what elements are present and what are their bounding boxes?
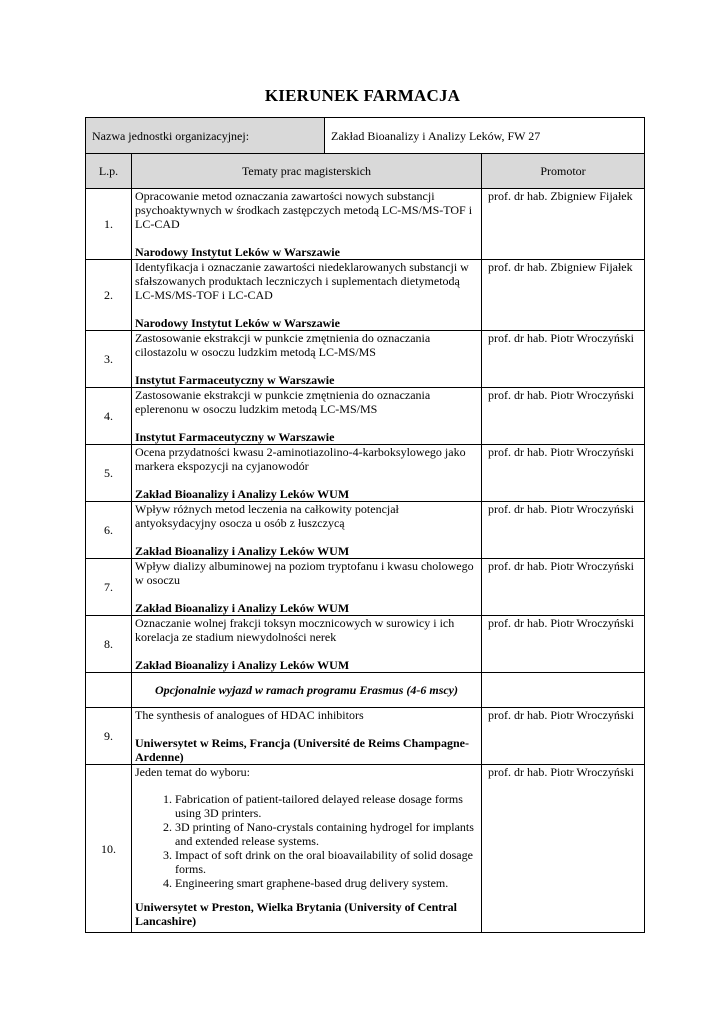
topic-cell bbox=[132, 331, 482, 388]
header-row bbox=[86, 154, 645, 189]
table-row bbox=[86, 765, 645, 933]
topic-cell bbox=[132, 502, 482, 559]
table-row bbox=[86, 260, 645, 331]
row-number: 7. bbox=[86, 559, 132, 616]
row-number: 2. bbox=[86, 260, 132, 331]
page-title: KIERUNEK FARMACJA bbox=[264, 86, 461, 105]
topic-cell bbox=[132, 616, 482, 673]
table-row bbox=[86, 445, 645, 502]
topic-text: Wpływ różnych metod leczenia na całkowity potencjał antyoksydacyjny osocza u osób z łuszczycą bbox=[135, 502, 399, 530]
promotor-cell: prof. dr hab. Piotr Wroczyński bbox=[482, 331, 645, 388]
topic-text: Identyfikacja i oznaczanie zawartości niedeklarowanych substancji w sfałszowanych produktach leczniczych i suplementach dietymetodą LC-MS/MS-TOF i LC-CAD bbox=[135, 260, 469, 302]
topic-cell bbox=[132, 388, 482, 445]
org-value: Zakład Bioanalizy i Analizy Leków, FW 27 bbox=[325, 118, 645, 154]
topic-cell bbox=[132, 765, 482, 933]
topic-intro: Jeden temat do wyboru: bbox=[135, 765, 250, 779]
topic-text: The synthesis of analogues of HDAC inhibitors bbox=[135, 708, 364, 722]
list-item: 2. 3D printing of Nano-crystals containing hydrogel for implants and extended release systems. bbox=[175, 820, 478, 848]
promotor-cell: prof. dr hab. Piotr Wroczyński bbox=[482, 616, 645, 673]
institution-text: Narodowy Instytut Leków w Warszawie bbox=[135, 316, 340, 330]
promotor-cell: prof. dr hab. Piotr Wroczyński bbox=[482, 445, 645, 502]
row-number: 8. bbox=[86, 616, 132, 673]
header-promotor: Promotor bbox=[482, 154, 645, 189]
org-label: Nazwa jednostki organizacyjnej: bbox=[86, 118, 325, 154]
topic-text: Wpływ dializy albuminowej na poziom tryptofanu i kwasu cholowego w osoczu bbox=[135, 559, 474, 587]
institution-text: Uniwersytet w Preston, Wielka Brytania (University of Central Lancashire) bbox=[135, 900, 457, 928]
table-row bbox=[86, 708, 645, 765]
promotor-cell: prof. dr hab. Zbigniew Fijałek bbox=[482, 260, 645, 331]
list-item: 1. Fabrication of patient-tailored delayed release dosage forms using 3D printers. bbox=[175, 792, 478, 820]
institution-text: Instytut Farmaceutyczny w Warszawie bbox=[135, 373, 335, 387]
institution-text: Zakład Bioanalizy i Analizy Leków WUM bbox=[135, 658, 350, 672]
row-number: 1. bbox=[86, 189, 132, 260]
erasmus-row bbox=[86, 673, 645, 708]
table-row bbox=[86, 502, 645, 559]
promotor-cell: prof. dr hab. Piotr Wroczyński bbox=[482, 708, 645, 765]
topic-text: Zastosowanie ekstrakcji w punkcie zmętnienia do oznaczania eplerenonu w osoczu ludzkim metodą LC-MS/MS bbox=[135, 388, 431, 416]
topic-text: Oznaczanie wolnej frakcji toksyn mocznicowych w surowicy i ich korelacja ze stadium niewydolności nerek bbox=[135, 616, 455, 644]
table-row bbox=[86, 331, 645, 388]
row-number: 6. bbox=[86, 502, 132, 559]
promotor-cell: prof. dr hab. Piotr Wroczyński bbox=[482, 559, 645, 616]
header-lp: L.p. bbox=[86, 154, 132, 189]
topic-text: Zastosowanie ekstrakcji w punkcie zmętnienia do oznaczania cilostazolu w osoczu ludzkim metodą LC-MS/MS bbox=[135, 331, 431, 359]
topic-options-list bbox=[135, 792, 478, 890]
table-row bbox=[86, 616, 645, 673]
org-row bbox=[86, 118, 645, 154]
topic-cell bbox=[132, 559, 482, 616]
row-number: 3. bbox=[86, 331, 132, 388]
table-row bbox=[86, 189, 645, 260]
promotor-cell: prof. dr hab. Piotr Wroczyński bbox=[482, 388, 645, 445]
erasmus-note: Opcjonalnie wyjazd w ramach programu Erasmus (4-6 mscy) bbox=[132, 673, 482, 708]
table-row bbox=[86, 559, 645, 616]
topic-text: Ocena przydatności kwasu 2-aminotiazolino-4-karboksylowego jako markera ekspozycji na cyjanowodór bbox=[135, 445, 466, 473]
institution-text: Instytut Farmaceutyczny w Warszawie bbox=[135, 430, 335, 444]
list-item: 4. Engineering smart graphene-based drug delivery system. bbox=[175, 876, 478, 890]
topic-cell bbox=[132, 260, 482, 331]
topic-cell bbox=[132, 445, 482, 502]
list-item: 3. Impact of soft drink on the oral bioavailability of solid dosage forms. bbox=[175, 848, 478, 876]
topic-cell bbox=[132, 708, 482, 765]
empty-cell bbox=[482, 673, 645, 708]
promotor-cell: prof. dr hab. Piotr Wroczyński bbox=[482, 502, 645, 559]
row-number: 9. bbox=[86, 708, 132, 765]
header-topic: Tematy prac magisterskich bbox=[132, 154, 482, 189]
empty-cell bbox=[86, 673, 132, 708]
table-row bbox=[86, 388, 645, 445]
institution-text: Uniwersytet w Reims, Francja (Université de Reims Champagne-Ardenne) bbox=[135, 736, 469, 764]
promotor-cell: prof. dr hab. Piotr Wroczyński bbox=[482, 765, 645, 933]
promotor-cell: prof. dr hab. Zbigniew Fijałek bbox=[482, 189, 645, 260]
institution-text: Narodowy Instytut Leków w Warszawie bbox=[135, 245, 340, 259]
thesis-topics-table bbox=[85, 117, 645, 933]
topic-text: Opracowanie metod oznaczania zawartości nowych substancji psychoaktywnych w środkach zastępczych metodą LC-MS/MS-TOF i LC-CAD bbox=[135, 189, 473, 231]
topic-cell bbox=[132, 189, 482, 260]
row-number: 10. bbox=[86, 765, 132, 933]
institution-text: Zakład Bioanalizy i Analizy Leków WUM bbox=[135, 487, 350, 501]
institution-text: Zakład Bioanalizy i Analizy Leków WUM bbox=[135, 601, 350, 615]
row-number: 4. bbox=[86, 388, 132, 445]
row-number: 5. bbox=[86, 445, 132, 502]
institution-text: Zakład Bioanalizy i Analizy Leków WUM bbox=[135, 544, 350, 558]
